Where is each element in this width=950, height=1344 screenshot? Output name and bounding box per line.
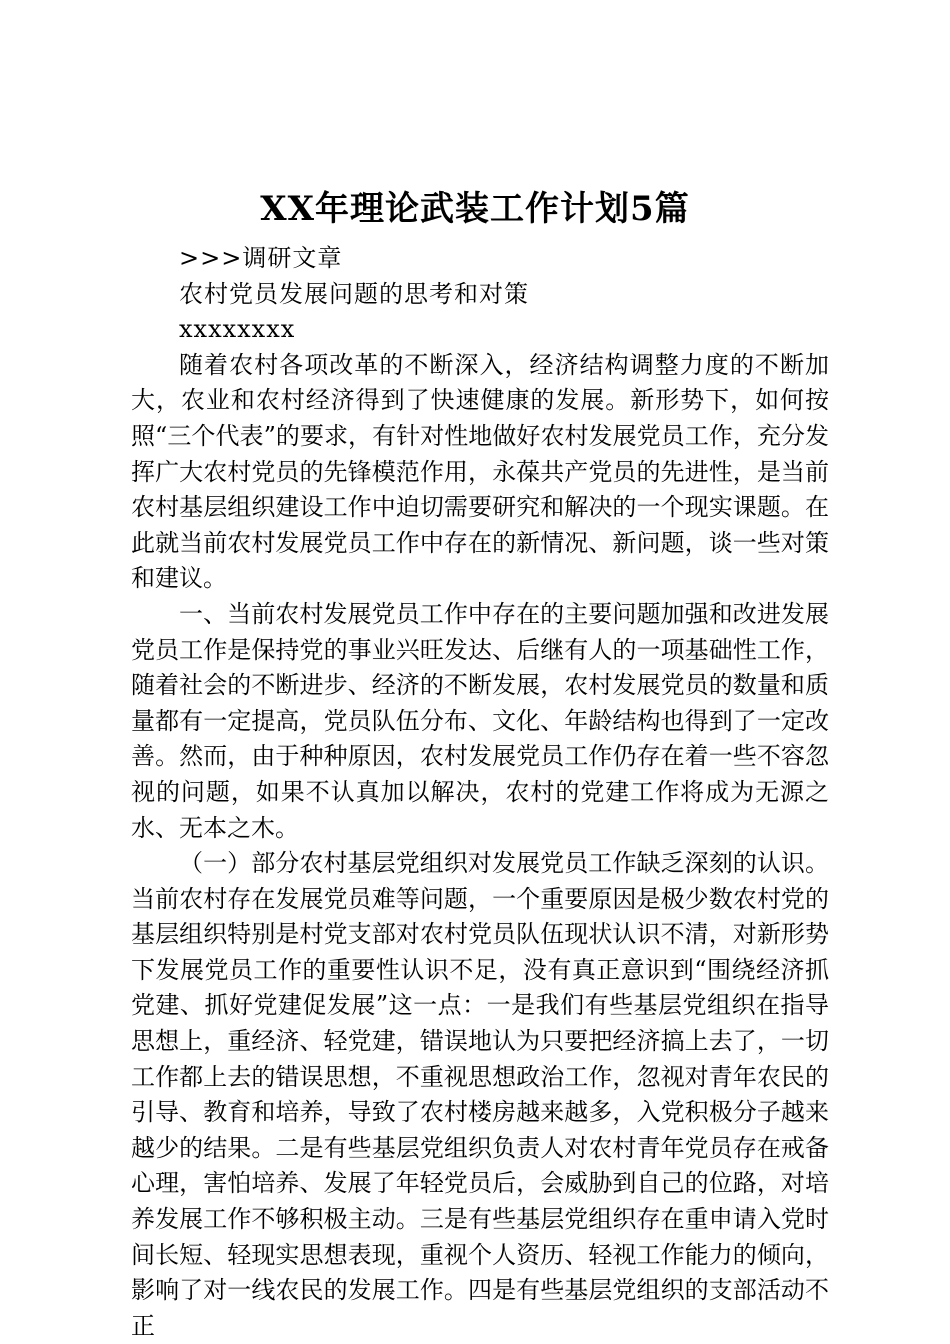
document-body [131, 241, 829, 1344]
document-title: XX年理论武装工作计划5篇 [260, 189, 690, 229]
body-paragraph: （一）部分农村基层党组织对发展党员工作缺乏深刻的认识。当前农村存在发展党员难等问题，一个重要原因是极少数农村党的基层组织特别是村党支部对农村党员队伍现状认识不清，对新形势下发展党员工作的重要性认识不足，没有真正意识到“围绕经济抓党建、抓好党建促发展”这一点：一是我们有些基层党组织在指导思想上，重经济、轻党建，错误地认为只要把经济搞上去了，一切工作都上去的错误思想，不重视思想政治工作，忽视对青年农民的引导、教育和培养，导致了农村楼房越来越多，入党积极分子越来越少的结果。二是有些基层党组织负责人对农村青年党员存在戒备心理，害怕培养、发展了年轻党员后，会威胁到自己的位路，对培养发展工作不够积极主动。三是有些基层党组织存在重申请入党时间长短、轻现实思想表现，重视个人资历、轻视工作能力的倾向，影响了对一线农民的发展工作。四是有些基层党组织的支部活动不正 [131, 849, 829, 1340]
body-paragraph: 一、当前农村发展党员工作中存在的主要问题加强和改进发展党员工作是保持党的事业兴旺发达、后继有人的一项基础性工作，随着社会的不断进步、经济的不断发展，农村发展党员的数量和质量都有一定提高，党员队伍分布、文化、年龄结构也得到了一定改善。然而，由于种种原因，农村发展党员工作仍存在着一些不容忽视的问题，如果不认真加以解决，农村的党建工作将成为无源之水、无本之木。 [131, 599, 829, 842]
article-title: 农村党员发展问题的思考和对策 [179, 279, 529, 308]
author-line: xxxxxxxx [179, 315, 296, 344]
body-paragraph: 随着农村各项改革的不断深入，经济结构调整力度的不断加大，农业和农村经济得到了快速健康的发展。新形势下，如何按照“三个代表”的要求，有针对性地做好农村发展党员工作，充分发挥广大农村党员的先锋模范作用，永葆共产党员的先进性，是当前农村基层组织建设工作中迫切需要研究和解决的一个现实课题。在此就当前农村发展党员工作中存在的新情况、新问题，谈一些对策和建议。 [131, 350, 829, 593]
section-marker: >>>调研文章 [179, 244, 343, 272]
